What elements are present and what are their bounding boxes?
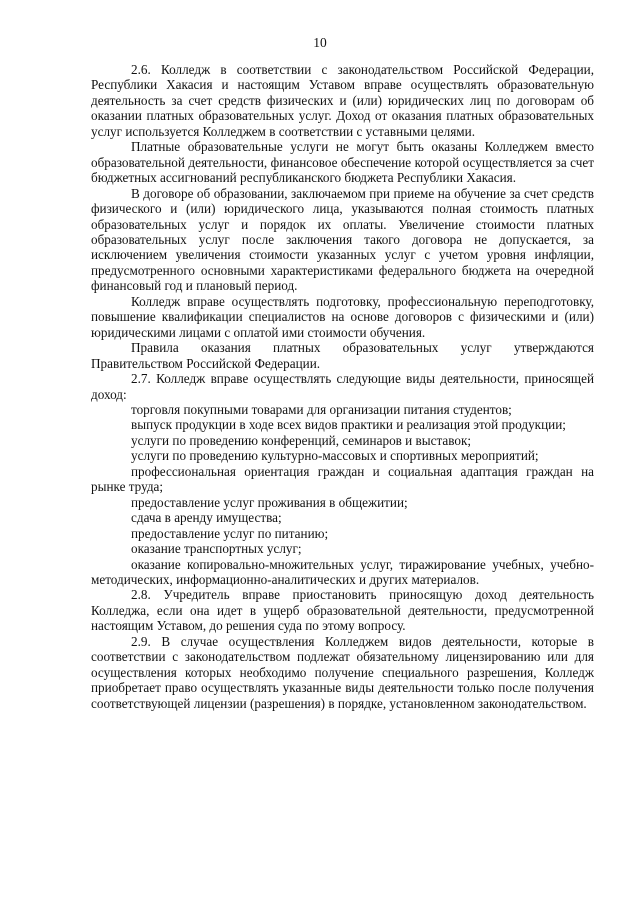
list-item: услуги по проведению конференций, семинаров и выставок; — [131, 432, 472, 448]
list-item: профессиональная ориентация граждан и социальная адаптация граждан на рынке труда; — [91, 463, 594, 495]
list-item: предоставление услуг проживания в общежитии; — [131, 494, 408, 510]
paragraph-paid-services-restriction: Платные образовательные услуги не могут быть оказаны Колледжем вместо образовательной деятельности, финансовое обеспечение которой осуществляется за счет бюджетных ассигнований республиканского бюджета Республики Хакасия. — [91, 139, 594, 186]
page-number: 10 — [313, 35, 327, 50]
list-item: сдача в аренду имущества; — [131, 510, 282, 526]
paragraph-education-contract: В договоре об образовании, заключаемом при приеме на обучение за счет средств физического и (или) юридического лица, указываются полная стоимость платных образовательных услуг и порядок их оплаты. Увеличение стоимости платных образовательных услуг после заключения такого договора не допускается, за исключением увеличения стоимости указанных услуг с учетом уровня инфляции, предусмотренного основными характеристиками федерального бюджета на очередной финансовый год и плановый период. — [91, 185, 594, 294]
paragraph-rules-approval: Правила оказания платных образовательных услуг утверждаются Правительством Российской Федерации. — [91, 340, 594, 371]
list-item: оказание копировально-множительных услуг, тиражирование учебных, учебно-методических, информационно-аналитических и других материалов. — [91, 556, 594, 587]
list-item: предоставление услуг по питанию; — [131, 525, 329, 541]
paragraph-retraining: Колледж вправе осуществлять подготовку, профессиональную переподготовку, повышение квалификации специалистов на основе договоров с физическими и (или) юридическими лицами с оплатой ими стоимости обучения. — [91, 293, 594, 340]
list-item: оказание транспортных услуг; — [131, 541, 302, 557]
list-item: услуги по проведению культурно-массовых и спортивных мероприятий; — [131, 448, 539, 464]
list-item: торговля покупными товарами для организации питания студентов; — [131, 401, 512, 417]
paragraph-2-9: 2.9. В случае осуществления Колледжем видов деятельности, которые в соответствии с законодательством подлежат обязательному лицензированию или для осуществления которых необходимо получение специального разрешения, Колледж приобретает право осуществлять указанные виды деятельности только после получения соответствующей лицензии (разрешения) в порядке, установленном законодательством. — [91, 633, 594, 711]
document-body — [91, 62, 594, 711]
paragraph-2-6: 2.6. Колледж в соответствии с законодательством Российской Федерации, Республики Хакасия и настоящим Уставом вправе осуществлять образовательную деятельность за счет средств физических и (или) юридических лиц по договорам об оказании платных образовательных услуг. Доход от оказания платных образовательных услуг используется Колледжем в соответствии с уставными целями. — [91, 62, 594, 139]
paragraph-2-7: 2.7. Колледж вправе осуществлять следующие виды деятельности, приносящей доход: — [91, 371, 594, 402]
paragraph-2-8: 2.8. Учредитель вправе приостановить приносящую доход деятельность Колледжа, если она идет в ущерб образовательной деятельности, предусмотренной настоящим Уставом, до решения суда по этому вопросу. — [91, 587, 594, 634]
list-item: выпуск продукции в ходе всех видов практики и реализация этой продукции; — [131, 417, 566, 433]
